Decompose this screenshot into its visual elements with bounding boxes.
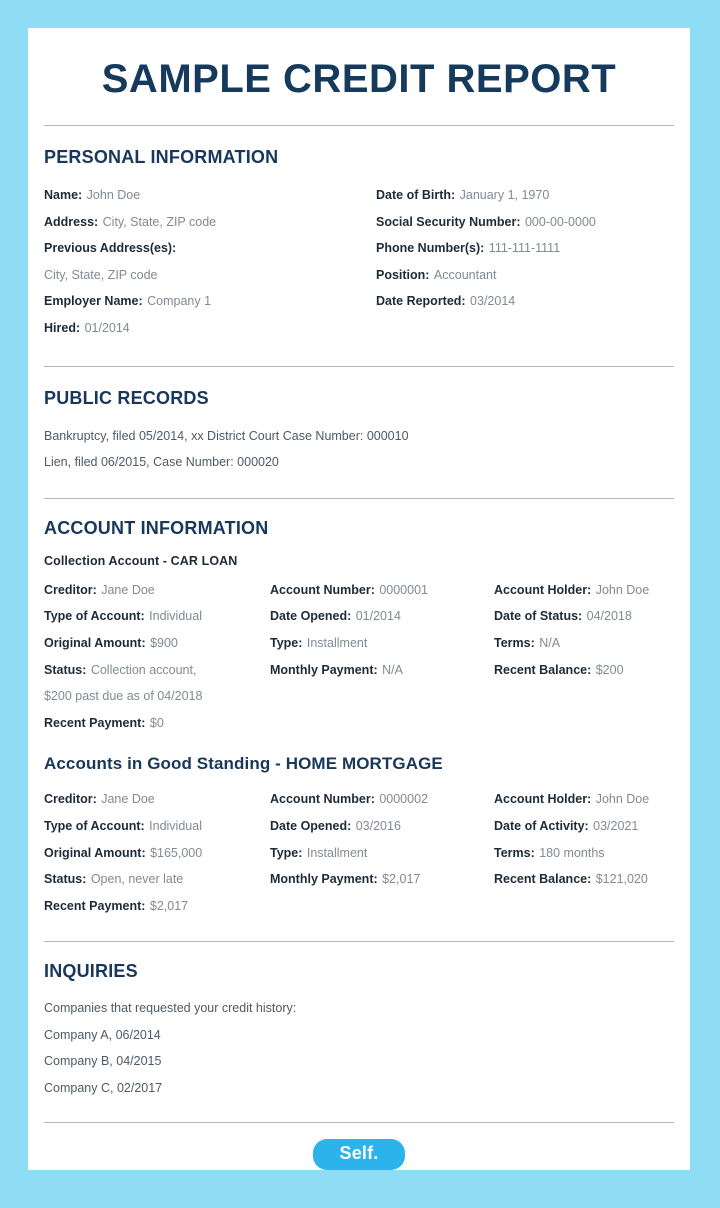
inquiry-entry: Company B, 04/2015 <box>44 1054 162 1069</box>
field-label: Name: <box>44 188 83 202</box>
section-heading-inquiries: INQUIRIES <box>44 961 138 982</box>
page-title: SAMPLE CREDIT REPORT <box>101 57 617 101</box>
field-label: Status: <box>44 662 87 677</box>
field-value: $200 <box>595 662 624 677</box>
field-label: Account Number: <box>270 582 375 597</box>
field-label: Phone Number(s): <box>376 241 485 256</box>
inquiries-intro: Companies that requested your credit history: <box>44 1001 297 1016</box>
field-row <box>44 786 270 813</box>
field-value: $165,000 <box>150 845 203 860</box>
field-label: Position: <box>376 267 430 282</box>
field-row <box>494 577 674 604</box>
field-label: Account Holder: <box>494 582 592 597</box>
field-label: Address: <box>44 214 99 229</box>
field-row <box>494 786 674 813</box>
account-subheading-good-standing: Accounts in Good Standing - HOME MORTGAGE <box>44 754 443 774</box>
field-value: Accountant <box>433 267 497 282</box>
field-value: $2,017 <box>149 898 189 913</box>
field-row <box>44 710 270 737</box>
field-row <box>44 235 376 262</box>
field-row <box>270 577 494 604</box>
field-value: 000-00-0000 <box>524 214 596 229</box>
field-label: Date Opened: <box>270 818 352 833</box>
field-value: 180 months <box>539 845 605 860</box>
field-row <box>494 866 674 893</box>
field-row <box>376 209 666 236</box>
field-row <box>44 683 270 710</box>
field-value: 03/2014 <box>470 294 516 309</box>
public-record-entry: Lien, filed 06/2015, Case Number: 000020 <box>44 455 279 470</box>
field-row <box>494 840 674 867</box>
field-value: $2,017 <box>382 872 421 887</box>
field-row <box>44 657 270 684</box>
field-row <box>376 288 666 315</box>
field-label: Terms: <box>494 635 535 650</box>
field-label: Monthly Payment: <box>270 872 378 887</box>
field-row <box>44 893 270 920</box>
field-row <box>376 235 666 262</box>
field-value: Collection account, <box>90 662 197 677</box>
field-label: Date Opened: <box>270 609 352 624</box>
field-label: Creditor: <box>44 792 97 807</box>
collection-account-column-1 <box>44 577 270 737</box>
field-value: City, State, ZIP code <box>102 214 217 229</box>
field-label: Recent Balance: <box>494 662 592 677</box>
field-label: Hired: <box>44 320 81 335</box>
field-row <box>44 603 270 630</box>
field-row <box>44 813 270 840</box>
field-label: Original Amount: <box>44 635 146 650</box>
field-value: John Doe <box>595 792 650 807</box>
personal-information-columns <box>44 182 674 342</box>
field-value: 03/2016 <box>355 818 401 833</box>
inquiry-entry: Company C, 02/2017 <box>44 1081 163 1096</box>
section-heading-personal-information: PERSONAL INFORMATION <box>44 147 279 167</box>
public-record-entry: Bankruptcy, filed 05/2014, xx District Court Case Number: 000010 <box>44 428 409 443</box>
field-row <box>44 288 376 315</box>
field-value: Individual <box>149 818 202 833</box>
report-card <box>28 28 690 1170</box>
field-row <box>44 315 376 342</box>
field-value: Installment <box>306 845 368 860</box>
field-value: $900 <box>150 635 178 650</box>
field-label: Employer Name: <box>44 294 143 309</box>
field-value: January 1, 1970 <box>459 188 550 202</box>
field-label: Creditor: <box>44 582 97 597</box>
field-value: 0000001 <box>379 582 428 597</box>
field-label: Type of Account: <box>44 609 145 624</box>
collection-account-column-3 <box>494 577 674 737</box>
field-label: Social Security Number: <box>376 214 521 229</box>
field-value: $0 <box>149 715 164 730</box>
field-value: $121,020 <box>595 872 648 887</box>
field-value: 01/2014 <box>84 320 130 335</box>
field-row <box>376 262 666 289</box>
field-row <box>44 866 270 893</box>
field-row <box>44 209 376 236</box>
collection-account-column-2 <box>270 577 494 737</box>
field-value: John Doe <box>86 188 141 202</box>
field-label: Status: <box>44 872 87 887</box>
field-value: 03/2021 <box>593 818 639 833</box>
field-label: Date Reported: <box>376 294 466 309</box>
field-row <box>270 866 494 893</box>
field-row <box>376 182 666 209</box>
field-label: Type of Account: <box>44 818 145 833</box>
field-label: Account Number: <box>270 792 375 807</box>
field-label: Type: <box>270 635 303 650</box>
mortgage-account-column-3 <box>494 786 674 919</box>
field-row <box>494 813 674 840</box>
personal-information-left-column <box>44 182 376 342</box>
field-value: 111-111-1111 <box>488 241 561 256</box>
field-row <box>44 630 270 657</box>
field-value: Company 1 <box>147 294 212 309</box>
field-label: Recent Balance: <box>494 872 592 887</box>
field-value: N/A <box>539 635 561 650</box>
field-label: Date of Activity: <box>494 818 589 833</box>
section-heading-account-information: ACCOUNT INFORMATION <box>44 517 269 538</box>
field-value: N/A <box>382 662 403 677</box>
footer <box>44 1139 674 1170</box>
field-value: Open, never late <box>90 872 184 887</box>
field-label: Previous Address(es): <box>44 241 177 256</box>
field-value: 0000002 <box>379 792 428 807</box>
personal-information-right-column <box>376 182 666 342</box>
field-label: Date of Birth: <box>376 188 456 202</box>
field-row <box>494 603 674 630</box>
field-row <box>270 657 494 684</box>
field-row <box>270 630 494 657</box>
field-row <box>494 630 674 657</box>
mortgage-account-column-2 <box>270 786 494 919</box>
inquiry-entry: Company A, 06/2014 <box>44 1027 161 1042</box>
field-value: Jane Doe <box>101 582 155 597</box>
field-value: $200 past due as of 04/2018 <box>44 689 203 704</box>
field-value: 04/2018 <box>586 609 632 624</box>
field-value: Installment <box>306 635 368 650</box>
field-label: Date of Status: <box>494 609 583 624</box>
field-row <box>44 840 270 867</box>
field-label: Monthly Payment: <box>270 662 378 677</box>
field-row <box>44 182 376 209</box>
field-row <box>270 786 494 813</box>
field-row <box>44 577 270 604</box>
field-row <box>44 262 376 289</box>
field-label: Original Amount: <box>44 845 146 860</box>
field-value: 01/2014 <box>355 609 401 624</box>
account-subheading-collection: Collection Account - CAR LOAN <box>44 553 238 568</box>
field-label: Recent Payment: <box>44 715 146 730</box>
mortgage-account-columns <box>44 786 674 919</box>
field-row <box>494 657 674 684</box>
self-logo[interactable]: Self. <box>313 1139 404 1170</box>
collection-account-columns <box>44 577 674 737</box>
field-label: Type: <box>270 845 303 860</box>
field-value: John Doe <box>595 582 650 597</box>
field-label: Account Holder: <box>494 792 592 807</box>
field-value: City, State, ZIP code <box>44 267 158 282</box>
field-row <box>270 840 494 867</box>
field-value: Individual <box>149 609 202 624</box>
field-row <box>270 603 494 630</box>
mortgage-account-column-1 <box>44 786 270 919</box>
field-value: Jane Doe <box>101 792 155 807</box>
field-row <box>270 813 494 840</box>
section-heading-public-records: PUBLIC RECORDS <box>44 387 209 408</box>
field-label: Recent Payment: <box>44 898 146 913</box>
field-label: Terms: <box>494 845 535 860</box>
